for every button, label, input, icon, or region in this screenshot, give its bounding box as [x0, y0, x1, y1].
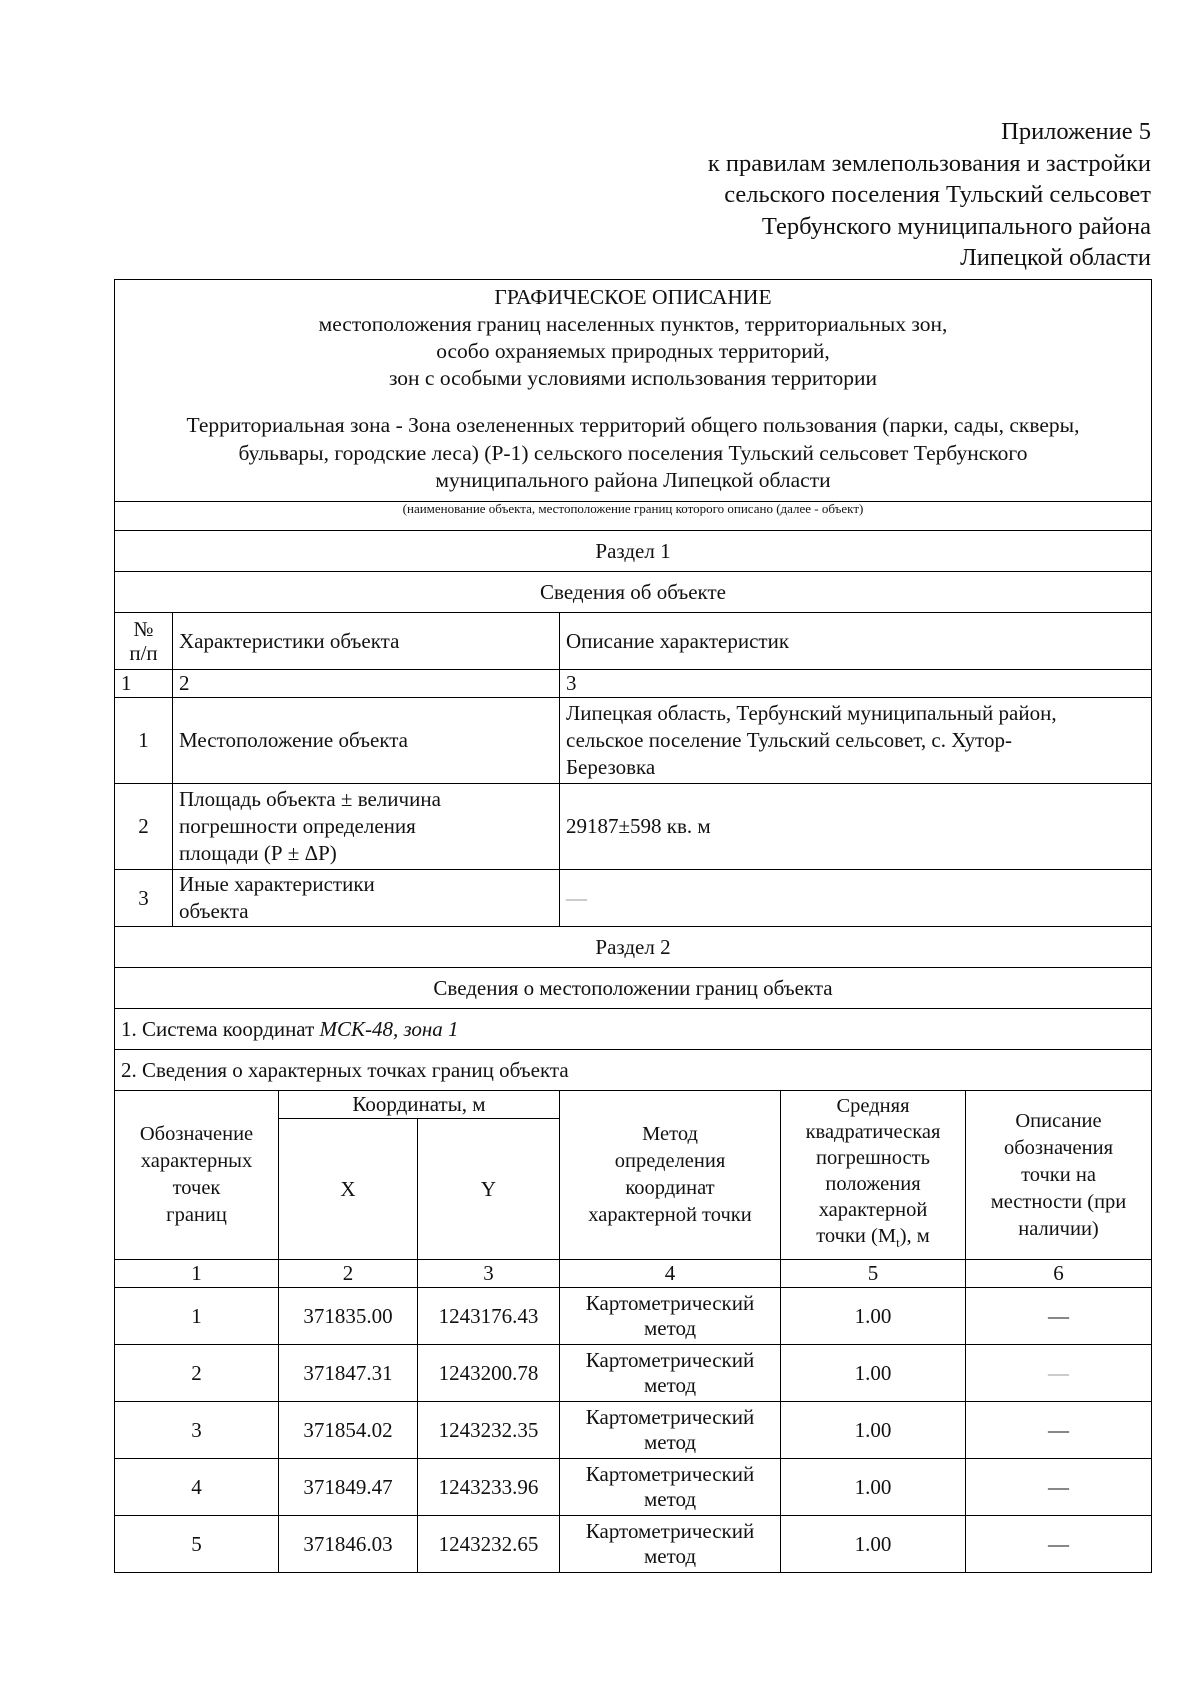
- col-header-no-pp: п/п: [129, 641, 158, 665]
- col-header-point-description: [966, 1091, 1152, 1260]
- desc-header-line: наличии): [1018, 1217, 1099, 1240]
- desc-header-line: местности (при: [990, 1190, 1127, 1213]
- col-header-no-sign: №: [133, 617, 154, 641]
- table-row: [115, 870, 1152, 927]
- col-header-mse: [781, 1091, 966, 1260]
- points-col-index: 6: [966, 1260, 1152, 1288]
- other-label-line-1: Иные характеристики: [179, 872, 375, 896]
- document-subtitle-2: особо охраняемых природных территорий,: [436, 339, 830, 364]
- points-col-index: 1: [115, 1260, 279, 1288]
- graphic-description-table: [114, 279, 1152, 1573]
- point-method: [560, 1516, 781, 1573]
- table-row: [115, 784, 1152, 870]
- point-description: —: [966, 1402, 1152, 1459]
- col-header-no: [115, 613, 173, 670]
- other-value: —: [560, 870, 1152, 927]
- location-description: [560, 698, 1152, 784]
- point-mse: 1.00: [781, 1516, 966, 1573]
- point-y: 1243232.65: [418, 1516, 560, 1573]
- desc-header-line: точки на: [1021, 1163, 1096, 1186]
- col-header-y: Y: [418, 1119, 560, 1260]
- point-method-line: метод: [643, 1487, 697, 1511]
- characteristic-area: [173, 784, 560, 870]
- area-label-line-3: площади (Р ± ΔР): [179, 841, 337, 865]
- point-mse: 1.00: [781, 1402, 966, 1459]
- coordinate-system-label: 1. Система координат: [121, 1016, 320, 1041]
- point-mse: 1.00: [781, 1459, 966, 1516]
- point-number: 3: [115, 1402, 279, 1459]
- mse-header-line: положения: [825, 1173, 921, 1196]
- appendix-line-3: сельского поселения Тульский сельсовет: [724, 181, 1151, 208]
- point-number: 1: [115, 1288, 279, 1345]
- method-header-line: определения: [614, 1150, 726, 1172]
- row-number: 3: [115, 870, 173, 927]
- zone-name-3: муниципального района Липецкой области: [435, 468, 831, 493]
- point-description: —: [966, 1345, 1152, 1402]
- coordinate-system: [115, 1009, 1152, 1050]
- point-method-line: метод: [643, 1316, 697, 1340]
- point-x: 371849.47: [279, 1459, 418, 1516]
- location-line-3: Березовка: [566, 755, 656, 779]
- point-header-line: границ: [166, 1204, 227, 1226]
- col-header-method: [560, 1091, 781, 1260]
- point-method-line: Картометрический: [585, 1462, 755, 1486]
- point-description: —: [966, 1288, 1152, 1345]
- point-header-line: Обозначение: [139, 1123, 254, 1145]
- appendix-line-2: к правилам землепользования и застройки: [707, 149, 1151, 177]
- row-number: 2: [115, 784, 173, 870]
- location-line-1: Липецкая область, Тербунский муниципальный район,: [566, 701, 1057, 725]
- document-subtitle-3: зон с особыми условиями использования территории: [388, 366, 878, 391]
- area-label-line-1: Площадь объекта ± величина: [179, 787, 441, 811]
- points-col-index: 2: [279, 1260, 418, 1288]
- characteristic-other: [173, 870, 560, 927]
- desc-header-line: Описание: [1015, 1109, 1102, 1132]
- point-method: [560, 1345, 781, 1402]
- appendix-number: Приложение 5: [1001, 118, 1151, 145]
- point-method: [560, 1402, 781, 1459]
- coordinate-system-value: МСК-48, зона 1: [319, 1016, 459, 1041]
- col-header-description: Описание характеристик: [560, 613, 1152, 670]
- point-method-line: Картометрический: [585, 1291, 755, 1315]
- row-number: 1: [115, 698, 173, 784]
- desc-header-line: обозначения: [1003, 1136, 1114, 1159]
- point-x: 371846.03: [279, 1516, 418, 1573]
- mse-header-line: [787, 1223, 959, 1256]
- section-2-label: Раздел 2: [115, 927, 1152, 968]
- table-row: [115, 1288, 1152, 1345]
- table-row: [115, 698, 1152, 784]
- point-number: 5: [115, 1516, 279, 1573]
- col-index-2: 2: [173, 670, 560, 698]
- mse-header-line: квадратическая: [805, 1121, 941, 1144]
- col-header-characteristics: Характеристики объекта: [173, 613, 560, 670]
- location-line-2: сельское поселение Тульский сельсовет, с. Хутор-: [566, 728, 1012, 752]
- mse-header-part: ), м: [899, 1225, 930, 1248]
- point-header-line: точек: [172, 1177, 221, 1199]
- point-y: 1243200.78: [418, 1345, 560, 1402]
- method-header-line: координат: [625, 1177, 715, 1199]
- characteristic-location: Местоположение объекта: [173, 698, 560, 784]
- point-mse: 1.00: [781, 1345, 966, 1402]
- area-label-line-2: погрешности определения: [179, 814, 416, 838]
- points-col-index: 3: [418, 1260, 560, 1288]
- point-mse: 1.00: [781, 1288, 966, 1345]
- col-index-3: 3: [560, 670, 1152, 698]
- point-method-line: метод: [643, 1373, 697, 1397]
- section-1-label: Раздел 1: [115, 531, 1152, 572]
- section-2-heading: Сведения о местоположении границ объекта: [115, 968, 1152, 1009]
- point-description: —: [966, 1516, 1152, 1573]
- mse-header-part: точки (M: [816, 1225, 897, 1248]
- point-x: 371835.00: [279, 1288, 418, 1345]
- table-row: [115, 1402, 1152, 1459]
- col-header-coordinates: Координаты, м: [279, 1091, 560, 1119]
- document-title: ГРАФИЧЕСКОЕ ОПИСАНИЕ: [494, 285, 772, 310]
- point-method-line: метод: [643, 1544, 697, 1568]
- point-number: 4: [115, 1459, 279, 1516]
- mse-header-line: погрешность: [816, 1147, 930, 1170]
- mse-subscript: t: [896, 1235, 900, 1251]
- points-heading: 2. Сведения о характерных точках границ объекта: [115, 1050, 1152, 1091]
- point-y: 1243233.96: [418, 1459, 560, 1516]
- point-method: [560, 1288, 781, 1345]
- point-method: [560, 1459, 781, 1516]
- col-header-point: [115, 1091, 279, 1260]
- point-y: 1243232.35: [418, 1402, 560, 1459]
- document-subtitle-1: местоположения границ населенных пунктов, территориальных зон,: [318, 312, 948, 337]
- points-col-index: 4: [560, 1260, 781, 1288]
- point-description: —: [966, 1459, 1152, 1516]
- point-x: 371854.02: [279, 1402, 418, 1459]
- object-name-note: (наименование объекта, местоположение границ которого описано (далее - объект): [115, 502, 1152, 531]
- point-method-line: Картометрический: [585, 1405, 755, 1429]
- table-row: [115, 1345, 1152, 1402]
- col-header-x: X: [279, 1119, 418, 1260]
- section-1-heading: Сведения об объекте: [115, 572, 1152, 613]
- appendix-line-4: Тербунского муниципального района: [761, 212, 1151, 240]
- mse-header-line: характерной: [818, 1199, 928, 1222]
- point-y: 1243176.43: [418, 1288, 560, 1345]
- point-header-line: характерных: [140, 1150, 253, 1172]
- document-title-block: [115, 280, 1152, 502]
- point-x: 371847.31: [279, 1345, 418, 1402]
- zone-name-2: бульвары, городские леса) (Р-1) сельского поселения Тульский сельсовет Тербунского: [238, 440, 1028, 465]
- appendix-header: [708, 116, 1151, 274]
- point-method-line: метод: [643, 1430, 697, 1454]
- col-index-1: 1: [115, 670, 173, 698]
- zone-name-1: Территориальная зона - Зона озелененных территорий общего пользования (парки, сады, скверы,: [186, 413, 1080, 438]
- appendix-line-5: Липецкой области: [960, 244, 1151, 271]
- table-row: [115, 1516, 1152, 1573]
- method-header-line: характерной точки: [588, 1204, 752, 1226]
- points-col-index: 5: [781, 1260, 966, 1288]
- method-header-line: Метод: [642, 1123, 698, 1145]
- mse-header-line: Средняя: [836, 1095, 910, 1118]
- area-value: 29187±598 кв. м: [560, 784, 1152, 870]
- point-number: 2: [115, 1345, 279, 1402]
- point-method-line: Картометрический: [585, 1348, 755, 1372]
- point-method-line: Картометрический: [585, 1519, 755, 1543]
- other-label-line-2: объекта: [179, 899, 249, 923]
- table-row: [115, 1459, 1152, 1516]
